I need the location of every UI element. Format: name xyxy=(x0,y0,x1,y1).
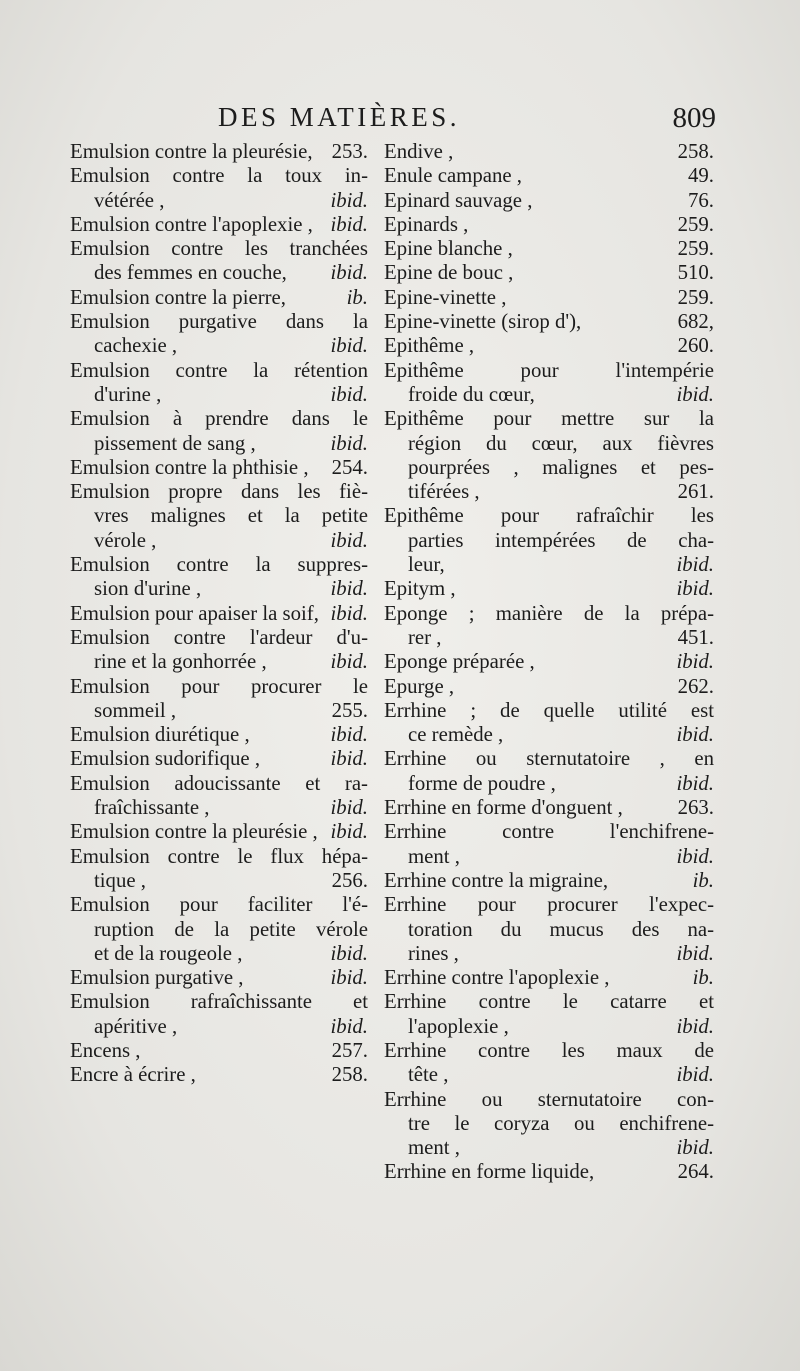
entry-line xyxy=(384,1015,714,1039)
index-entry xyxy=(384,796,714,820)
entry-line xyxy=(70,845,368,869)
entry-line xyxy=(384,869,714,893)
entry-text: Errhine en forme d'onguent , xyxy=(384,796,623,820)
entry-text: Epithême pour rafraîchir les xyxy=(384,504,714,528)
index-entry xyxy=(384,966,714,990)
entry-text: Eponge ; manière de la prépa- xyxy=(384,601,714,625)
page-reference: 259. xyxy=(677,285,714,309)
index-entry xyxy=(70,553,368,602)
entry-line xyxy=(70,432,368,456)
entry-text: et de la rougeole , xyxy=(94,941,243,965)
entry-text: toration du mucus des na- xyxy=(408,917,714,941)
entry-line xyxy=(384,1088,714,1112)
index-entry xyxy=(70,480,368,553)
entry-line xyxy=(70,140,368,164)
page-reference: ibid. xyxy=(330,188,368,212)
page-reference: ibid. xyxy=(330,601,368,625)
index-entry xyxy=(384,675,714,699)
page-reference: ibid. xyxy=(330,577,368,601)
entry-text: Eponge préparée , xyxy=(384,650,535,674)
entry-text: forme de poudre , xyxy=(408,771,556,795)
index-column-right xyxy=(384,140,714,1185)
entry-line xyxy=(384,1160,714,1184)
entry-text: cachexie , xyxy=(94,334,178,358)
entry-text: froide du cœur, xyxy=(408,382,535,406)
entry-text: Errhine ou sternutatoire , en xyxy=(384,747,714,771)
entry-line xyxy=(70,164,368,188)
index-entry xyxy=(384,504,714,577)
page-reference: ibid. xyxy=(676,577,714,601)
index-entry xyxy=(70,845,368,894)
index-entry xyxy=(70,772,368,821)
entry-text: d'urine , xyxy=(94,382,162,406)
index-entry xyxy=(70,966,368,990)
entry-text: parties intempérées de cha- xyxy=(408,528,714,552)
page-reference: 253. xyxy=(331,140,368,163)
entry-text: Epithême pour l'intempérie xyxy=(384,358,714,382)
entry-text: ment , xyxy=(408,844,460,868)
entry-text: vétérée , xyxy=(94,188,165,212)
index-entry xyxy=(384,140,714,164)
page-reference: 261. xyxy=(677,480,714,504)
entry-line xyxy=(384,553,714,577)
entry-line xyxy=(384,990,714,1014)
page-reference: ibid. xyxy=(330,382,368,406)
page-reference: ibid. xyxy=(330,650,368,674)
entry-text: rines , xyxy=(408,941,459,965)
page-reference: ibid. xyxy=(676,1014,714,1038)
page-reference: ibid. xyxy=(330,431,368,455)
index-entry xyxy=(70,723,368,747)
entry-line xyxy=(384,480,714,504)
page-reference: ibid. xyxy=(330,796,368,820)
entry-text: Emulsion propre dans les fiè- xyxy=(70,480,368,504)
entry-line xyxy=(384,1136,714,1160)
index-entry xyxy=(384,164,714,188)
entry-line xyxy=(384,747,714,771)
entry-line xyxy=(384,164,714,188)
entry-line xyxy=(70,407,368,431)
entry-text: Endive , xyxy=(384,140,454,163)
entry-line xyxy=(70,504,368,528)
entry-line xyxy=(384,529,714,553)
entry-text: Emulsion pour procurer le xyxy=(70,674,368,698)
entry-line xyxy=(70,213,368,237)
entry-line xyxy=(384,966,714,990)
entry-text: apéritive , xyxy=(94,1014,178,1038)
entry-text: rer , xyxy=(408,625,442,649)
entry-line xyxy=(384,820,714,844)
page-reference: 258. xyxy=(677,140,714,163)
page-reference: ibid. xyxy=(330,723,368,747)
entry-text: Emulsion purgative dans la xyxy=(70,310,368,334)
entry-line xyxy=(70,237,368,261)
entry-line xyxy=(70,553,368,577)
page-reference: 256. xyxy=(331,868,368,892)
entry-line xyxy=(384,577,714,601)
entry-line xyxy=(70,602,368,626)
entry-text: pissement de sang , xyxy=(94,431,256,455)
index-entry xyxy=(384,189,714,213)
index-entry xyxy=(384,820,714,869)
entry-line xyxy=(384,213,714,237)
index-entry xyxy=(384,990,714,1039)
index-entry xyxy=(384,1160,714,1184)
index-entry xyxy=(384,650,714,674)
entry-text: Emulsion contre la pleurésie , xyxy=(70,820,318,844)
page-reference: 510. xyxy=(677,261,714,285)
entry-line xyxy=(70,869,368,893)
entry-line xyxy=(384,456,714,480)
entry-line xyxy=(384,237,714,261)
page-reference: 264. xyxy=(677,1160,714,1184)
index-entry xyxy=(384,577,714,601)
entry-text: Epithême pour mettre sur la xyxy=(384,407,714,431)
index-entry xyxy=(70,140,368,164)
index-entry xyxy=(70,310,368,359)
page-reference: 259. xyxy=(677,212,714,236)
index-entry xyxy=(384,1039,714,1088)
page-reference: ib. xyxy=(692,868,714,892)
entry-line xyxy=(70,310,368,334)
page-reference: 255. xyxy=(331,698,368,722)
page-reference: 76. xyxy=(688,188,714,212)
index-entry xyxy=(70,213,368,237)
entry-line xyxy=(70,1039,368,1063)
entry-line xyxy=(384,723,714,747)
entry-text: sion d'urine , xyxy=(94,577,202,601)
entry-text: Emulsion contre la phthisie , xyxy=(70,455,309,479)
entry-line xyxy=(384,845,714,869)
index-entry xyxy=(70,747,368,771)
index-entry xyxy=(70,893,368,966)
entry-line xyxy=(384,359,714,383)
entry-line xyxy=(70,747,368,771)
entry-text: Errhine contre l'apoplexie , xyxy=(384,966,610,990)
entry-text: Emulsion rafraîchissante et xyxy=(70,990,368,1014)
entry-text: Epitym , xyxy=(384,577,456,601)
page-reference: ibid. xyxy=(676,1136,714,1160)
index-entry xyxy=(384,286,714,310)
page-reference: ibid. xyxy=(330,261,368,285)
page-reference: 49. xyxy=(688,164,714,188)
page-reference: ibid. xyxy=(676,723,714,747)
entry-line xyxy=(70,577,368,601)
entry-line xyxy=(384,261,714,285)
entry-line xyxy=(70,334,368,358)
entry-text: Emulsion contre le flux hépa- xyxy=(70,844,368,868)
running-title: DES MATIÈRES. xyxy=(218,102,461,132)
page-reference: ibid. xyxy=(676,1063,714,1087)
index-entry xyxy=(384,359,714,408)
entry-text: Epine de bouc , xyxy=(384,261,514,285)
entry-text: pourprées , malignes et pes- xyxy=(408,455,714,479)
entry-text: Epine blanche , xyxy=(384,237,513,261)
entry-line xyxy=(70,820,368,844)
index-entry xyxy=(70,675,368,724)
page-reference: 263. xyxy=(677,796,714,820)
entry-line xyxy=(384,942,714,966)
entry-text: Emulsion purgative , xyxy=(70,966,244,990)
page-reference: ibid. xyxy=(330,334,368,358)
entry-text: Errhine ou sternutatoire con- xyxy=(384,1087,714,1111)
entry-line xyxy=(384,699,714,723)
entry-text: Encens , xyxy=(70,1038,141,1062)
entry-line xyxy=(70,189,368,213)
entry-line xyxy=(384,334,714,358)
index-column-left xyxy=(70,140,368,1088)
entry-text: Enule campane , xyxy=(384,164,523,188)
index-entry xyxy=(384,602,714,651)
page-reference: ibid. xyxy=(330,528,368,552)
entry-line xyxy=(70,699,368,723)
entry-text: Epinard sauvage , xyxy=(384,188,533,212)
entry-text: l'apoplexie , xyxy=(408,1014,509,1038)
entry-text: vres malignes et la petite xyxy=(94,504,368,528)
page-reference: 259. xyxy=(677,237,714,261)
page-reference: 257. xyxy=(331,1038,368,1062)
index-entry xyxy=(384,407,714,504)
entry-line xyxy=(384,626,714,650)
entry-line xyxy=(70,529,368,553)
page-reference: 682, xyxy=(677,310,714,334)
entry-text: Emulsion contre la pierre, xyxy=(70,285,286,309)
index-entry xyxy=(70,820,368,844)
entry-text: Encre à écrire , xyxy=(70,1063,196,1087)
entry-line xyxy=(70,772,368,796)
page-reference: ibid. xyxy=(676,844,714,868)
index-entry xyxy=(70,456,368,480)
page-reference: ibid. xyxy=(330,212,368,236)
entry-text: Errhine pour procurer l'expec- xyxy=(384,893,714,917)
entry-line xyxy=(384,504,714,528)
entry-line xyxy=(384,407,714,431)
entry-line xyxy=(384,1112,714,1136)
entry-line xyxy=(384,650,714,674)
page-reference: 262. xyxy=(677,674,714,698)
index-entry xyxy=(384,699,714,748)
entry-line xyxy=(70,383,368,407)
entry-line xyxy=(384,1039,714,1063)
entry-text: tre le coryza ou enchifrene- xyxy=(408,1111,714,1135)
entry-line xyxy=(70,480,368,504)
entry-line xyxy=(70,456,368,480)
entry-text: Emulsion pour faciliter l'é- xyxy=(70,893,368,917)
page-reference: 451. xyxy=(677,625,714,649)
entry-text: Emulsion à prendre dans le xyxy=(70,407,368,431)
index-entry xyxy=(384,1088,714,1161)
entry-text: Emulsion contre l'apoplexie , xyxy=(70,212,313,236)
entry-line xyxy=(70,675,368,699)
entry-line xyxy=(70,942,368,966)
entry-text: Emulsion contre la pleurésie, xyxy=(70,140,313,163)
index-entry xyxy=(70,1039,368,1063)
entry-line xyxy=(70,966,368,990)
page-reference: ibid. xyxy=(676,650,714,674)
page-reference: ibid. xyxy=(330,941,368,965)
entry-text: leur, xyxy=(408,553,445,577)
entry-text: Errhine ; de quelle utilité est xyxy=(384,698,714,722)
page-reference: 254. xyxy=(331,455,368,479)
entry-line xyxy=(70,626,368,650)
entry-line xyxy=(384,772,714,796)
entry-text: des femmes en couche, xyxy=(94,261,287,285)
entry-text: région du cœur, aux fièvres xyxy=(408,431,714,455)
entry-line xyxy=(384,1063,714,1087)
entry-text: Epurge , xyxy=(384,674,455,698)
index-entry xyxy=(70,286,368,310)
entry-line xyxy=(384,796,714,820)
index-entry xyxy=(384,747,714,796)
entry-text: tiférées , xyxy=(408,480,480,504)
entry-text: Emulsion sudorifique , xyxy=(70,747,261,771)
entry-text: Epine-vinette , xyxy=(384,285,507,309)
page-reference: ibid. xyxy=(676,771,714,795)
entry-line xyxy=(384,918,714,942)
entry-line xyxy=(70,796,368,820)
page-reference: ib. xyxy=(346,285,368,309)
entry-line xyxy=(384,602,714,626)
entry-text: Errhine en forme liquide, xyxy=(384,1160,595,1184)
page-reference: ibid. xyxy=(330,966,368,990)
entry-text: rine et la gonhorrée , xyxy=(94,650,267,674)
entry-text: ruption de la petite vérole xyxy=(94,917,368,941)
entry-text: Emulsion contre la suppres- xyxy=(70,553,368,577)
entry-text: vérole , xyxy=(94,528,157,552)
page-reference: ibid. xyxy=(676,382,714,406)
entry-text: Emulsion pour apaiser la soif, xyxy=(70,601,319,625)
page-reference: ibid. xyxy=(676,941,714,965)
page-reference: ib. xyxy=(692,966,714,990)
entry-line xyxy=(70,261,368,285)
index-entry xyxy=(384,213,714,237)
page-reference: ibid. xyxy=(330,747,368,771)
entry-text: Emulsion contre l'ardeur d'u- xyxy=(70,625,368,649)
entry-text: Emulsion diurétique , xyxy=(70,723,250,747)
entry-text: Errhine contre les maux de xyxy=(384,1038,714,1062)
entry-text: ment , xyxy=(408,1136,460,1160)
entry-line xyxy=(70,918,368,942)
entry-text: tête , xyxy=(408,1063,449,1087)
entry-line xyxy=(70,359,368,383)
entry-text: Emulsion contre les tranchées xyxy=(70,237,368,261)
entry-line xyxy=(70,1015,368,1039)
entry-text: tique , xyxy=(94,868,146,892)
entry-line xyxy=(384,286,714,310)
entry-line xyxy=(384,383,714,407)
page-reference: 260. xyxy=(677,334,714,358)
entry-text: sommeil , xyxy=(94,698,177,722)
entry-line xyxy=(70,286,368,310)
entry-line xyxy=(384,140,714,164)
index-entry xyxy=(384,310,714,334)
index-entry xyxy=(70,626,368,675)
entry-line xyxy=(384,432,714,456)
entry-line xyxy=(70,893,368,917)
index-entry xyxy=(384,893,714,966)
page-header xyxy=(68,100,716,140)
entry-line xyxy=(384,189,714,213)
index-entry xyxy=(384,869,714,893)
page-reference: ibid. xyxy=(330,820,368,844)
entry-line xyxy=(70,990,368,1014)
index-entry xyxy=(384,261,714,285)
page-reference: 258. xyxy=(331,1063,368,1087)
index-entry xyxy=(70,990,368,1039)
page-reference: ibid. xyxy=(330,1014,368,1038)
index-entry xyxy=(70,407,368,456)
page-reference: ibid. xyxy=(676,553,714,577)
entry-text: Epithême , xyxy=(384,334,475,358)
entry-text: Errhine contre le catarre et xyxy=(384,990,714,1014)
index-entry xyxy=(70,1063,368,1087)
entry-text: ce remède , xyxy=(408,723,504,747)
index-entry xyxy=(70,602,368,626)
entry-line xyxy=(70,723,368,747)
index-entry xyxy=(384,334,714,358)
index-entry xyxy=(70,359,368,408)
index-entry xyxy=(70,164,368,213)
entry-line xyxy=(384,310,714,334)
entry-text: Emulsion adoucissante et ra- xyxy=(70,771,368,795)
entry-text: Epine-vinette (sirop d'), xyxy=(384,310,582,334)
entry-text: Errhine contre la migraine, xyxy=(384,868,609,892)
entry-text: Emulsion contre la toux in- xyxy=(70,164,368,188)
index-entry xyxy=(70,237,368,286)
index-entry xyxy=(384,237,714,261)
page-number: 809 xyxy=(672,102,716,134)
entry-line xyxy=(70,1063,368,1087)
entry-text: fraîchissante , xyxy=(94,796,210,820)
entry-line xyxy=(70,650,368,674)
entry-line xyxy=(384,893,714,917)
entry-text: Epinards , xyxy=(384,212,469,236)
entry-text: Emulsion contre la rétention xyxy=(70,358,368,382)
entry-text: Errhine contre l'enchifrene- xyxy=(384,820,714,844)
entry-line xyxy=(384,675,714,699)
